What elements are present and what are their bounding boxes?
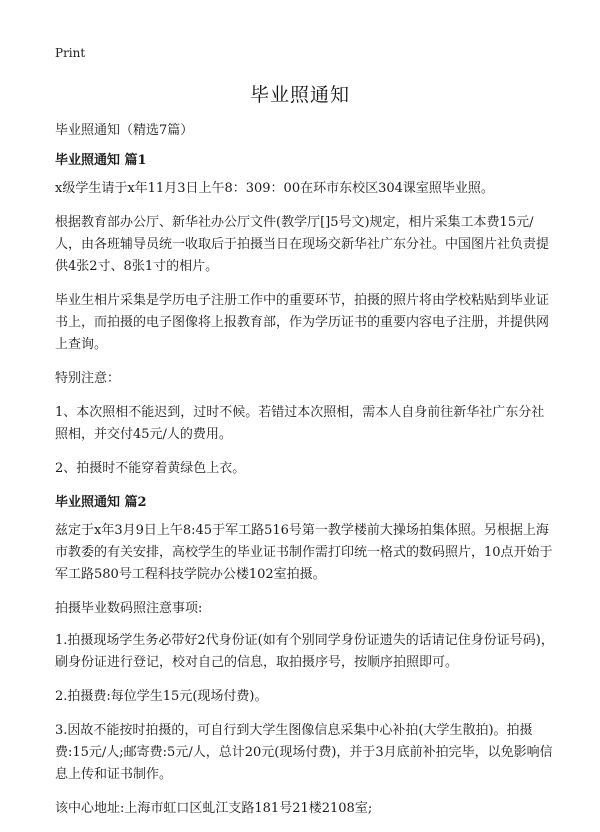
- page-title: 毕业照通知: [249, 84, 350, 106]
- paragraph: 毕业生相片采集是学历电子注册工作中的重要环节，拍摄的照片将由学校粘贴到毕业证书上，而拍摄的电子图像将上报教育部，作为学历证书的重要内容电子注册，并提供网上查询。: [55, 293, 550, 352]
- section-heading-2: 毕业照通知 篇2: [55, 495, 147, 510]
- paragraph: 特别注意：: [55, 371, 121, 386]
- section-heading-1: 毕业照通知 篇1: [55, 153, 147, 168]
- paragraph: x级学生请于x年11月3日上午8：309：00在环市东校区304课室照毕业照。: [55, 181, 494, 196]
- paragraph: 兹定于x年3月9日上午8:45于军工路516号第一教学楼前大操场拍集体照。另根据上海市教委的有关安排，高校学生的毕业证书制作需打印统一格式的数码照片，10点开始于军工路580号工程科技学院办公楼102室拍摄。: [55, 523, 553, 582]
- paragraph: 拍摄毕业数码照注意事项:: [55, 601, 203, 616]
- document-subtitle: 毕业照通知（精选7篇）: [55, 123, 194, 138]
- paragraph: 2、拍摄时不能穿着黄绿色上衣。: [55, 461, 246, 476]
- paragraph: 该中心地址:上海市虹口区虬江支路181号21楼2108室;: [55, 801, 373, 816]
- paragraph: 2.拍摄费:每位学生15元(现场付费)。: [55, 689, 268, 704]
- paragraph: 根据教育部办公厅、新华社办公厅文件(教学厅[]5号文)规定，相片采集工本费15元/人，由各班辅导员统一收取后于拍摄当日在现场交新华社广东分社。中国图片社负责提供4张2寸、8张1寸的相片。: [55, 215, 550, 274]
- document-body: [55, 120, 555, 832]
- print-label: Print: [55, 46, 86, 60]
- paragraph: 3.因故不能按时拍摄的，可自行到大学生图像信息采集中心补拍(大学生散拍)。拍摄费:15元/人;邮寄费:5元/人，总计20元(现场付费)，并于3月底前补拍完毕，以免影响信息上传和证书制作。: [55, 723, 553, 782]
- paragraph: 1、本次照相不能迟到，过时不候。若错过本次照相，需本人自身前往新华社广东分社照相，并交付45元/人的费用。: [55, 405, 545, 442]
- paragraph: 1.拍摄现场学生务必带好2代身份证(如有个别同学身份证遗失的话请记住身份证号码)，刷身份证进行登记，校对自己的信息，取拍摄序号，按顺序拍照即可。: [55, 633, 554, 670]
